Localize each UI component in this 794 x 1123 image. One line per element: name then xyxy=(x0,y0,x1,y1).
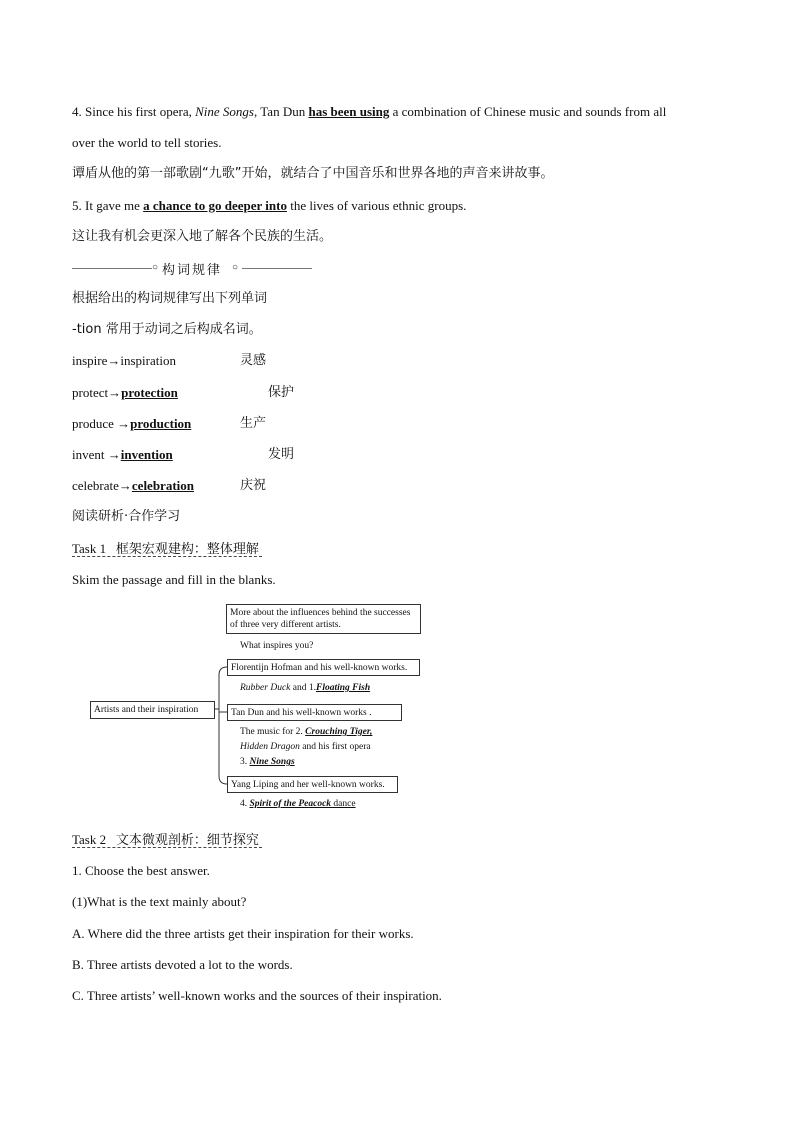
detail-text: dance xyxy=(331,799,356,809)
word-meaning: 生产 xyxy=(240,416,267,431)
key-phrase: has been using xyxy=(308,104,390,119)
top-box-line: More about the influences behind the successes xyxy=(230,608,411,618)
work-title: Rubber Duck xyxy=(240,683,291,693)
word-base: inspire→ xyxy=(72,353,121,368)
detail-text: 3. xyxy=(240,757,250,767)
word-meaning: 灵感 xyxy=(240,353,267,368)
task-1-heading xyxy=(72,541,262,558)
word-meaning: 发明 xyxy=(268,447,295,462)
word-answer: inspiration xyxy=(120,353,176,368)
sentence-5-translation: 这让我有机会更深入地了解各个民族的生活。 xyxy=(72,229,333,244)
opera-title: Nine Songs xyxy=(195,104,254,119)
branch-yangliping: Yang Liping and her well-known works. xyxy=(227,776,398,793)
instruction: 根据给出的构词规律写出下列单词 xyxy=(72,291,268,306)
branch-hofman-detail xyxy=(240,681,370,695)
sentence-4-translation: 谭盾从他的第一部歌剧“九歌”开始，就结合了中国音乐和世界各地的声音来讲故事。 xyxy=(72,166,554,181)
answer-3: Nine Songs xyxy=(249,757,295,767)
word-row xyxy=(72,353,267,369)
diagram-root: Artists and their inspiration xyxy=(90,701,215,719)
word-answer: celebration xyxy=(131,478,194,493)
word-base: protect→ xyxy=(72,385,122,400)
divider-right xyxy=(242,268,312,269)
branch-tandun: Tan Dun and his well-known works . xyxy=(227,704,402,721)
sentence-text: , Tan Dun xyxy=(254,104,309,119)
option-a: A. Where did the three artists get their inspiration for their works. xyxy=(72,926,414,941)
task-title: 文本微观剖析：细节探究 xyxy=(115,833,259,848)
task-2-heading xyxy=(72,832,262,849)
sentence-text: 5. It gave me xyxy=(72,198,144,213)
branch-tandun-detail-3 xyxy=(240,755,295,769)
answer-4: Spirit of the Peacock xyxy=(249,799,332,809)
sentence-text: the lives of various ethnic groups. xyxy=(286,198,467,213)
sentence-4-line-1 xyxy=(72,104,666,120)
question-intro: 1. Choose the best answer. xyxy=(72,863,210,878)
circle-icon: ○ xyxy=(232,262,239,273)
word-meaning: 保护 xyxy=(268,385,295,400)
diagram-top-box xyxy=(226,604,421,634)
section-title: 构词规律 xyxy=(162,263,223,278)
divider-left xyxy=(72,268,152,269)
branch-tandun-detail-1 xyxy=(240,725,372,739)
diagram-question: What inspires you? xyxy=(240,641,314,651)
rule: -tion 常用于动词之后构成名词。 xyxy=(72,322,262,337)
detail-text: 4. xyxy=(240,799,250,809)
top-box-line: of three very different artists. xyxy=(230,620,341,630)
word-base: celebrate→ xyxy=(72,478,132,493)
sentence-4-line-2: over the world to tell stories. xyxy=(72,135,222,150)
word-answer: production xyxy=(130,416,192,431)
option-b: B. Three artists devoted a lot to the words. xyxy=(72,957,293,972)
key-phrase: a chance to go deeper into xyxy=(143,198,287,213)
word-base: produce → xyxy=(72,416,131,431)
answer-2-cont: Hidden Dragon xyxy=(240,742,300,752)
option-c: C. Three artists’ well-known works and the sources of their inspiration. xyxy=(72,988,442,1003)
answer-2: Crouching Tiger, xyxy=(305,727,373,737)
answer-1: Floating Fish xyxy=(315,683,371,693)
detail-text: and 1. xyxy=(290,683,316,693)
task-label: Task 2 xyxy=(72,832,107,847)
section-header xyxy=(72,259,312,277)
detail-text: The music for 2. xyxy=(240,727,306,737)
circle-icon: ○ xyxy=(152,262,159,273)
task-title: 框架宏观建构：整体理解 xyxy=(115,542,259,557)
branch-yangliping-detail xyxy=(240,797,356,811)
branch-tandun-detail-2 xyxy=(240,740,371,754)
task-1-instruction: Skim the passage and fill in the blanks. xyxy=(72,572,276,587)
sentence-text: 4. Since his first opera, xyxy=(72,104,196,119)
sentence-5 xyxy=(72,198,466,214)
word-row xyxy=(72,447,295,463)
reading-header: 阅读研析·合作学习 xyxy=(72,509,181,524)
word-meaning: 庆祝 xyxy=(240,478,267,493)
question-1: (1)What is the text mainly about? xyxy=(72,894,247,909)
sentence-text: a combination of Chinese music and sounds from all xyxy=(389,104,667,119)
word-row xyxy=(72,478,267,494)
word-row xyxy=(72,416,267,432)
word-answer: invention xyxy=(120,447,173,462)
word-base: invent → xyxy=(72,447,121,462)
branch-hofman: Florentijn Hofman and his well-known works. xyxy=(227,659,420,676)
word-row xyxy=(72,385,295,401)
task-label: Task 1 xyxy=(72,541,107,556)
detail-text: and his first opera xyxy=(299,742,371,752)
word-answer: protection xyxy=(121,385,178,400)
